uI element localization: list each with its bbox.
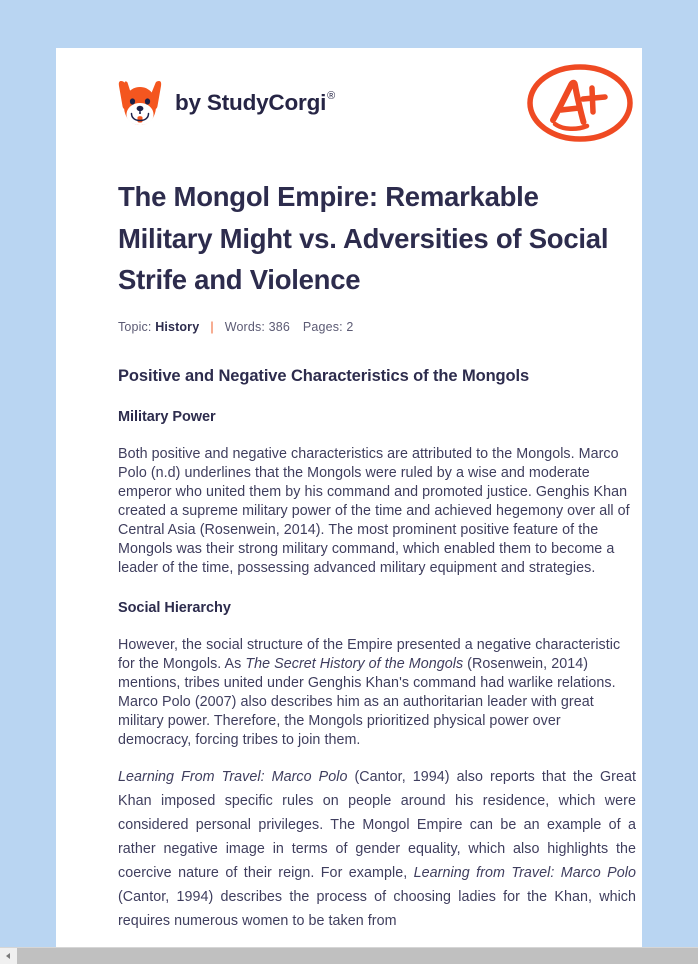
social-text-2: (Rosenwein, 2014) mentions, tribes united under Genghis Khan's command had warlike relations. Marco Polo (2007) also describes him as an authoritarian leader with great military power. Therefore, the Mongols prioritized physical power over democracy, forcing tribes to join them.: [118, 655, 616, 748]
final-text-1: (Cantor, 1994) also reports that the Great Khan imposed specific rules on people around his residence, which were considered personal privileges. The Mongol Empire can be an example of a rather negative image in terms of gender equality, which also highlights the coercive nature of their reign. For example,: [118, 768, 637, 881]
document-meta: [118, 320, 636, 334]
final-text-2: (Cantor, 1994) describes the process of choosing ladies for the Khan, which requires numerous women to be taken from: [118, 888, 636, 929]
page-title: The Mongol Empire: Remarkable Military Might vs. Adversities of Social Strife and Violence: [118, 181, 609, 295]
meta-words-label: Words:: [224, 319, 265, 334]
meta-topic-label: Topic:: [118, 319, 152, 334]
brand-prefix: by: [175, 89, 207, 115]
brand-wordmark: [175, 89, 336, 115]
social-text-1: However, the social structure of the Empire presented a negative characteristic for the Mongols. As: [118, 636, 621, 672]
brand-name: StudyCorgi: [206, 89, 327, 115]
subheading-social-hierarchy: Social Hierarchy: [118, 599, 231, 616]
scrollbar-thumb[interactable]: [17, 948, 698, 964]
scrollbar-track[interactable]: [17, 948, 698, 964]
meta-separator: |: [210, 319, 214, 334]
paragraph-social-hierarchy: [118, 636, 636, 750]
registered-trademark-icon: ®: [327, 90, 336, 103]
subheading-military-power: Military Power: [118, 408, 216, 425]
document-header: [56, 48, 642, 158]
a-plus-badge-icon: [525, 60, 635, 146]
document-page: [56, 48, 642, 947]
social-title-italic: The Secret History of the Mongols: [245, 655, 464, 672]
meta-words-value: 386: [268, 319, 290, 334]
studycorgi-brand[interactable]: [118, 79, 334, 127]
meta-topic-value[interactable]: History: [155, 319, 200, 334]
final-title-italic-2: Learning from Travel: Marco Polo: [413, 864, 636, 881]
document-body: [118, 176, 636, 933]
final-title-italic-1: Learning From Travel: Marco Polo: [118, 768, 348, 785]
arrow-left-icon[interactable]: [0, 948, 17, 964]
meta-pages-value: 2: [346, 319, 354, 334]
horizontal-scrollbar[interactable]: [0, 947, 698, 964]
paragraph-final: [118, 765, 636, 933]
section-heading-characteristics: Positive and Negative Characteristics of the Mongols: [118, 366, 530, 385]
paragraph-military-power: Both positive and negative characteristics are attributed to the Mongols. Marco Polo (n.d) underlines that the Mongols were ruled by a wise and moderate emperor who united them by his command and promoted justice. Genghis Khan created a supreme military power of the time and achieved hegemony over all of Central Asia (Rosenwein, 2014). The most prominent positive feature of the Mongols was their strong military command, which enabled them to become a leader of the time, possessing advanced military equipment and strategies.: [118, 445, 630, 576]
corgi-head-icon: [118, 79, 162, 127]
meta-pages-label: Pages:: [302, 319, 343, 334]
